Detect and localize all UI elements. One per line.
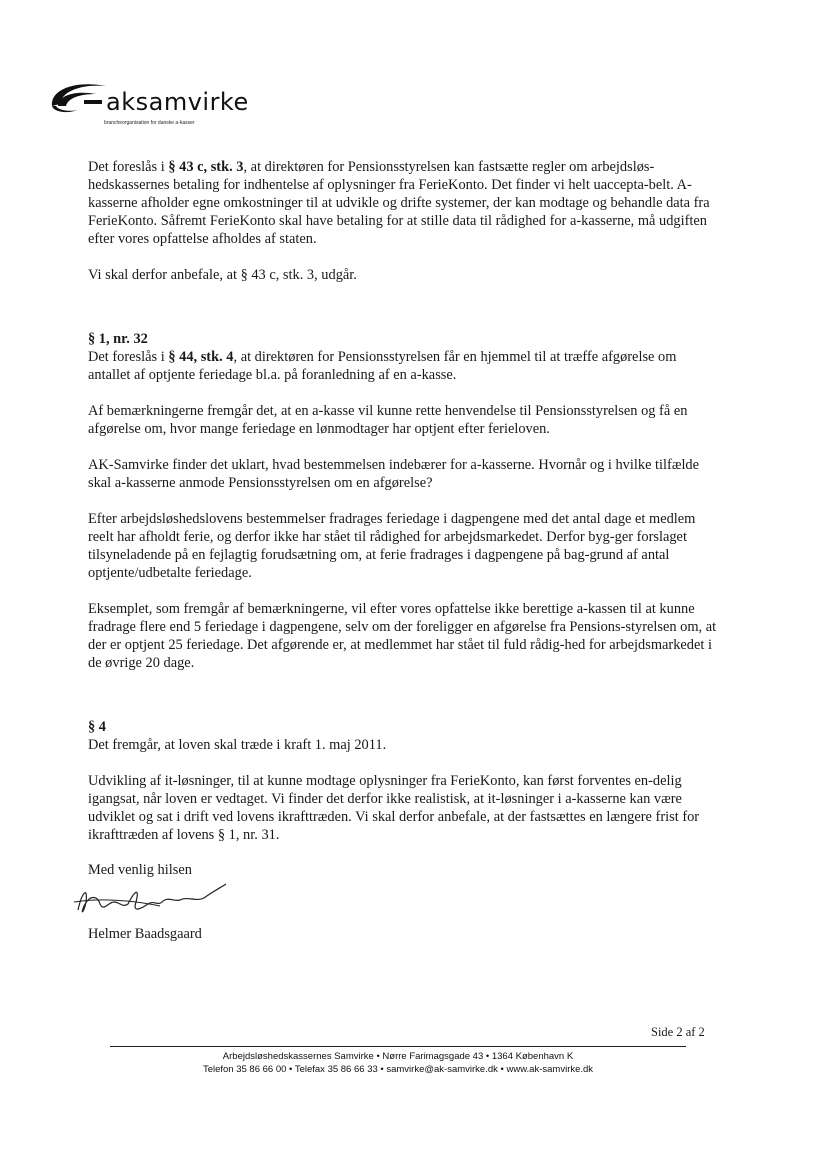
paragraph: Det foreslås i § 44, stk. 4, at direktøren for Pensionsstyrelsen får en hjemmel til at træffe afgørelse om antallet af optjente feriedage bl.a. på foranledning af en a-kasse. [88,349,677,383]
signatory-name: Helmer Baadsgaard [88,926,202,942]
swoosh-logo-icon [44,76,108,122]
paragraph: Af bemærkningerne fremgår det, at en a-kasse vil kunne rette henvendelse til Pensionsstyrelsen og få en afgørelse om, hvor mange feriedage en lønmodtager har optjent efter ferieloven. [88,403,688,437]
closing-greeting: Med venlig hilsen [88,862,192,878]
ak-samvirke-logo [44,74,254,130]
footer-divider [110,1046,686,1047]
section-heading: § 1, nr. 32 [88,331,148,347]
handwritten-signature [70,872,230,924]
paragraph: Vi skal derfor anbefale, at § 43 c, stk. 3, udgår. [88,267,357,283]
paragraph: Det fremgår, at loven skal træde i kraft 1. maj 2011. [88,737,387,753]
letter-footer [110,1050,686,1076]
paragraph: Udvikling af it-løsninger, til at kunne modtage oplysninger fra FerieKonto, kan først forventes en-delig igangsat, når loven er vedtaget. Vi finder det derfor ikke realistisk, at it-løsninger i a-kasserne kan være udviklet og sat i drift ved lovens ikrafttræden. Vi skal derfor anbefale, at der fastsættes en længere frist for ikrafttræden af lovens § 1, nr. 31. [88,773,700,843]
page-number: Side 2 af 2 [651,1025,705,1039]
logo-wordmark: aksamvirke [106,88,249,116]
footer-address: Arbejdsløshedskassernes Samvirke • Nørre Farimagsgade 43 • 1364 København K [222,1051,574,1062]
paragraph: Det foreslås i § 43 c, stk. 3, at direktøren for Pensionsstyrelsen kan fastsætte regler om arbejdsløs-hedskassernes betaling for indhentelse af oplysninger fra FerieKonto. Det finder vi helt uaccepta-belt. A-kasserne afholder egne omkostninger til at udvikle og drifte systemer, der kan modtage og behandle data fra FerieKonto. Såfremt FerieKonto skal have betaling for at stille data til rådighed for a-kasserne, må udgiften efter vores opfattelse afholdes af staten. [88,159,710,247]
paragraph: AK-Samvirke finder det uklart, hvad bestemmelsen indebærer for a-kasserne. Hvornår og i hvilke tilfælde skal a-kasserne anmode Pensionsstyrelsen om en afgørelse? [88,457,700,491]
paragraph: Efter arbejdsløshedslovens bestemmelser fradrages feriedage i dagpengene med det antal dage et medlem reelt har afholdt ferie, og derfor ikke har stået til rådighed for arbejdsmarkedet. Derfor byg-ger forslaget tilsyneladende på en fejlagtig forudsætning om, at ferie fradrages i dagpengene på bag-grund af antal optjente/udbetalte feriedage. [88,511,696,581]
paragraph: Eksemplet, som fremgår af bemærkningerne, vil efter vores opfattelse ikke berettige a-kassen til at kunne fradrage flere end 5 feriedage i dagpengene, selv om der foreligger en afgørelse fra Pensions-styrelsen om, at der er optjent 25 feriedage. Det afgørende er, at medlemmet har stået til fuld rådig-hed for arbejdsmarkedet i de øvrige 20 dage. [88,601,717,671]
footer-contact: Telefon 35 86 66 00 • Telefax 35 86 66 33 • samvirke@ak-samvirke.dk • www.ak-samvirke.dk [202,1064,594,1075]
logo-tagline: brancheorganisation for danske a-kasser [104,120,195,126]
letter-body [88,158,718,862]
section-heading: § 4 [88,719,106,735]
